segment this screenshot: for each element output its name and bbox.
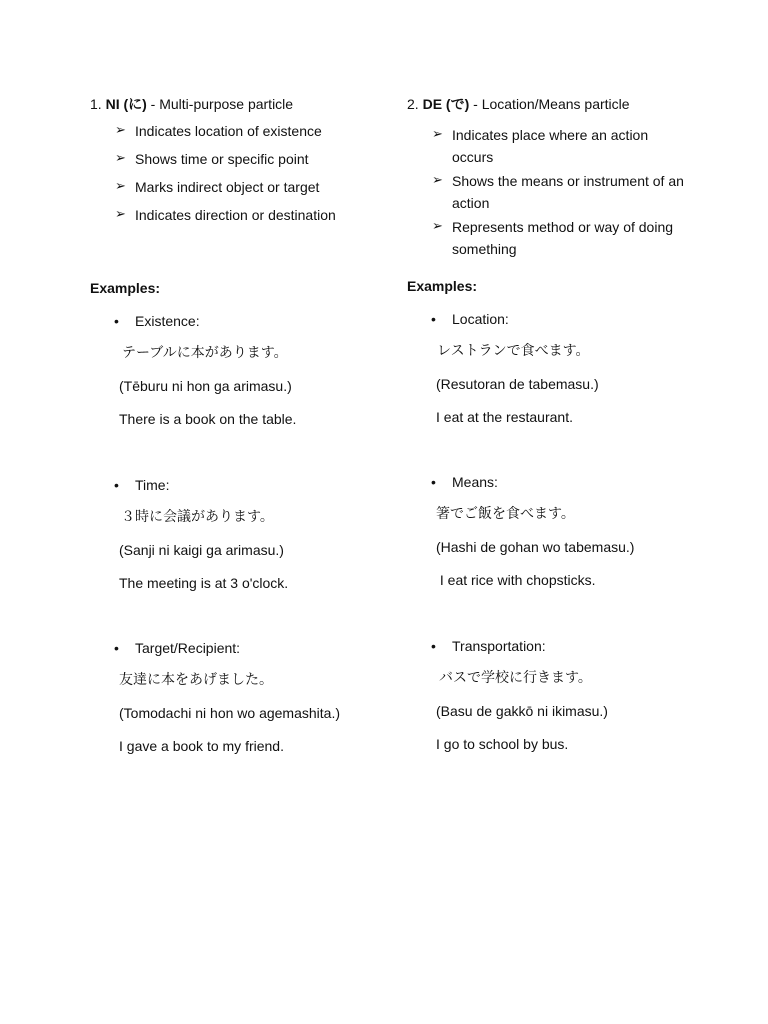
de-heading [407, 94, 687, 114]
example-label: • Means: [431, 474, 498, 490]
ni-number: 1. [90, 96, 102, 112]
ni-heading [90, 94, 380, 114]
arrowhead-bullet-icon: ➢ [115, 207, 126, 222]
bullet-dot-icon: • [114, 640, 119, 656]
example-english: I gave a book to my friend. [119, 738, 284, 754]
example-english: I eat at the restaurant. [436, 409, 573, 425]
de-number: 2. [407, 96, 419, 112]
example-english: I go to school by bus. [436, 736, 569, 752]
ni-title-rest: - Multi-purpose particle [146, 96, 294, 112]
example-japanese: テーブルに本があります。 [122, 345, 288, 361]
list-item: ➢ Represents method or way of doing something [407, 216, 687, 260]
example-japanese: バスで学校に行きます。 [439, 670, 592, 686]
example-japanese: 箸でご飯を食べます。 [436, 506, 575, 522]
de-example-location [407, 309, 687, 427]
ni-usage-list [90, 120, 380, 226]
list-item: ➢ Indicates place where an action occurs [407, 124, 687, 168]
bullet-dot-icon: • [431, 474, 436, 490]
example-romaji: (Sanji ni kaigi ga arimasu.) [119, 542, 284, 558]
arrowhead-bullet-icon: ➢ [115, 123, 126, 138]
example-japanese: 友達に本をあげました。 [119, 672, 273, 688]
example-japanese: レストランで食べます。 [437, 343, 590, 359]
example-label: • Location: [431, 311, 509, 327]
list-item: ➢ Shows time or specific point [90, 148, 380, 170]
ni-examples-title: Examples: [90, 280, 161, 296]
list-item: ➢ Shows the means or instrument of an action [407, 170, 687, 214]
list-item: ➢ Indicates direction or destination [90, 204, 380, 226]
example-romaji: (Basu de gakkō ni ikimasu.) [436, 703, 608, 719]
ni-example-time [90, 475, 380, 593]
de-section [407, 94, 687, 754]
list-item: ➢ Indicates location of existence [90, 120, 380, 142]
arrowhead-bullet-icon: ➢ [115, 179, 126, 194]
example-label: • Transportation: [431, 638, 546, 654]
arrowhead-bullet-icon: ➢ [115, 151, 126, 166]
list-item: ➢ Marks indirect object or target [90, 176, 380, 198]
ni-example-target [90, 638, 380, 756]
bullet-dot-icon: • [431, 638, 436, 654]
ni-title-bold: NI (に) [105, 96, 147, 112]
arrowhead-bullet-icon: ➢ [432, 127, 443, 142]
arrowhead-bullet-icon: ➢ [432, 173, 443, 188]
de-usage-list [407, 124, 687, 260]
example-english: The meeting is at 3 o'clock. [119, 575, 289, 591]
example-label: • Target/Recipient: [114, 640, 241, 656]
example-romaji: (Hashi de gohan wo tabemasu.) [436, 539, 635, 555]
de-title-rest: - Location/Means particle [469, 96, 630, 112]
example-romaji: (Resutoran de tabemasu.) [436, 376, 599, 392]
example-english: There is a book on the table. [119, 411, 297, 427]
de-title-bold: DE (で) [422, 96, 470, 112]
example-romaji: (Tomodachi ni hon wo agemashita.) [119, 705, 341, 721]
example-japanese: ３時に会議があります。 [121, 509, 274, 525]
bullet-dot-icon: • [114, 313, 119, 329]
bullet-dot-icon: • [114, 477, 119, 493]
de-examples-title: Examples: [407, 278, 478, 294]
example-romaji: (Tēburu ni hon ga arimasu.) [119, 378, 292, 394]
arrowhead-bullet-icon: ➢ [432, 219, 443, 234]
bullet-dot-icon: • [431, 311, 436, 327]
ni-section [90, 94, 380, 756]
de-example-means [407, 472, 687, 590]
example-english: I eat rice with chopsticks. [436, 572, 596, 588]
ni-example-existence [90, 311, 380, 429]
example-label: • Time: [114, 477, 170, 493]
example-label: • Existence: [114, 313, 200, 329]
de-example-transportation [407, 636, 687, 754]
